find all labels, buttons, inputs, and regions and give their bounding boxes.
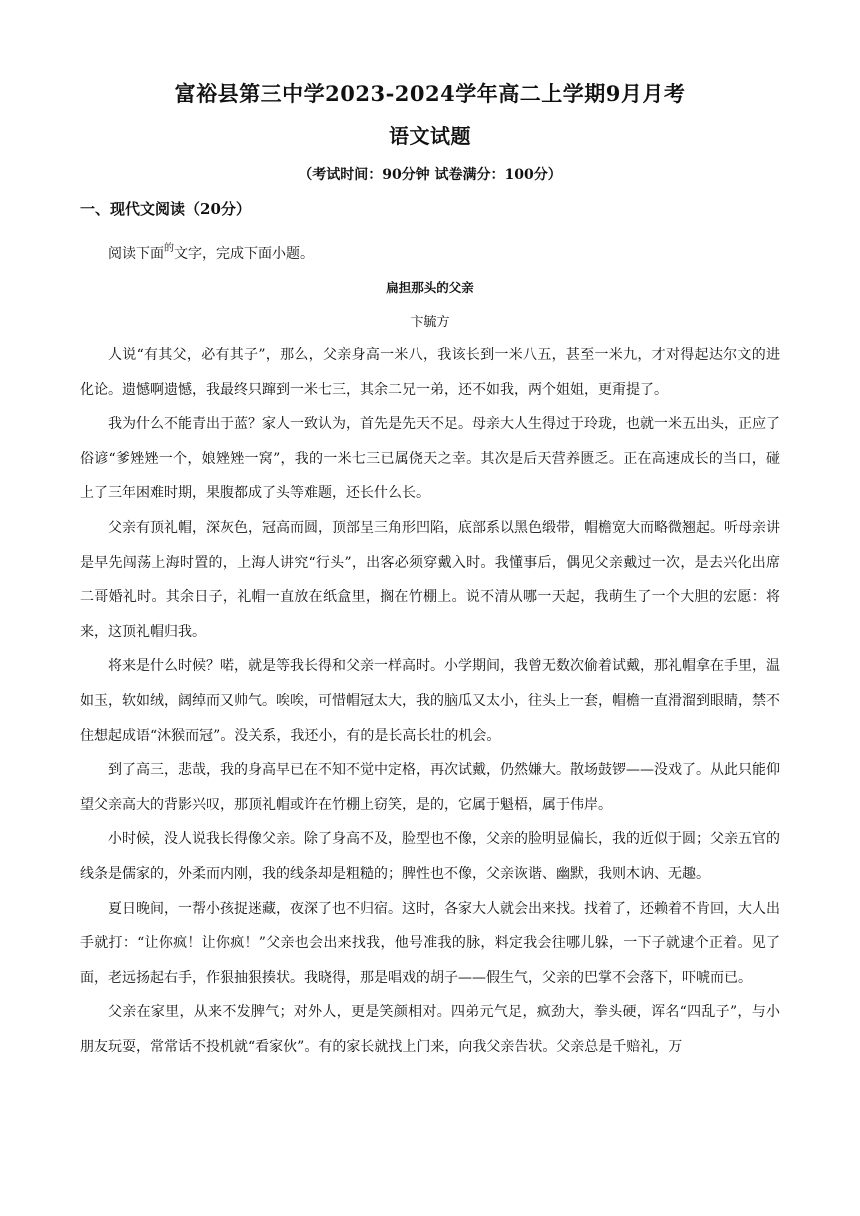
exam-title: 富裕县第三中学2023-2024学年高二上学期9月月考 xyxy=(174,81,686,106)
reading-instruction xyxy=(108,239,314,263)
article-paragraph: 我为什么不能青出于蓝？家人一致认为，首先是先天不足。母亲大人生得过于玲珑，也就一米五出头，正应了俗谚“爹矬矬一个，娘矬矬一窝”，我的一米七三已属侥天之幸。其次是后天营养匮乏。正在高速成长的当口，碰上了三年困难时期，果腹都成了头等难题，还长什么长。 xyxy=(80,416,780,502)
instruction-text-1: 阅读下面 xyxy=(108,246,164,262)
article-author: 卞毓方 xyxy=(410,315,450,330)
exam-info: （考试时间：90分钟 试卷满分：100分） xyxy=(298,167,562,183)
article-paragraph: 父亲有顶礼帽，深灰色，冠高而圆，顶部呈三角形凹陷，底部系以黑色缎带，帽檐宽大而略微翘起。听母亲讲是早先闯荡上海时置的，上海人讲究“行头”，出客必须穿戴入时。我懂事后，偶见父亲戴过一次，是去兴化出席二哥婚礼时。其余日子，礼帽一直放在纸盒里，搁在竹棚上。说不清从哪一天起，我萌生了一个大胆的宏愿：将来，这顶礼帽归我。 xyxy=(80,519,780,640)
section-heading: 一、现代文阅读（20分） xyxy=(80,200,251,218)
article-paragraph: 将来是什么时候？喏，就是等我长得和父亲一样高时。小学期间，我曾无数次偷着试戴，那礼帽拿在手里，温如玉，软如绒，阔绰而又帅气。唉唉，可惜帽冠太大，我的脑瓜又太小，往头上一套，帽檐一直滑溜到眼睛，禁不住想起成语“沐猴而冠”。没关系，我还小，有的是长高长壮的机会。 xyxy=(80,658,780,744)
article-title: 扁担那头的父亲 xyxy=(386,280,474,295)
instruction-superscript: 的 xyxy=(164,243,174,254)
instruction-text-2: 文字，完成下面小题。 xyxy=(174,246,314,262)
article-paragraph: 到了高三，悲哉，我的身高早已在不知不觉中定格，再次试戴，仍然嫌大。散场鼓锣——没戏了。从此只能仰望父亲高大的背影兴叹，那顶礼帽或许在竹棚上窃笑，是的，它属于魁梧，属于伟岸。 xyxy=(80,762,780,813)
article-body xyxy=(80,338,780,1064)
article-paragraph: 夏日晚间，一帮小孩捉迷藏，夜深了也不归宿。这时，各家大人就会出来找。找着了，还赖着不肯回，大人出手就打：“让你疯！让你疯！”父亲也会出来找我，他号准我的脉，料定我会往哪儿躲，一下子就逮个正着。见了面，老远扬起右手，作狠抽狠揍状。我晓得，那是唱戏的胡子——假生气，父亲的巴掌不会落下，吓唬而已。 xyxy=(80,900,780,986)
article-paragraph: 人说“有其父，必有其子”，那么，父亲身高一米八，我该长到一米八五，甚至一米九，才对得起达尔文的进化论。遗憾啊遗憾，我最终只蹿到一米七三，其余二兄一弟，还不如我，两个姐姐，更甭提了。 xyxy=(80,347,780,398)
article-paragraph: 父亲在家里，从来不发脾气；对外人，更是笑颜相对。四弟元气足，疯劲大，拳头硬，诨名“四乱子”，与小朋友玩耍，常常话不投机就“看家伙”。有的家长就找上门来，向我父亲告状。父亲总是千赔礼，万 xyxy=(80,1004,780,1055)
exam-subtitle: 语文试题 xyxy=(389,124,471,148)
article-paragraph: 小时候，没人说我长得像父亲。除了身高不及，脸型也不像，父亲的脸明显偏长，我的近似于圆；父亲五官的线条是儒家的，外柔而内刚，我的线条却是粗糙的；脾性也不像，父亲诙谐、幽默，我则木讷、无趣。 xyxy=(80,831,780,882)
